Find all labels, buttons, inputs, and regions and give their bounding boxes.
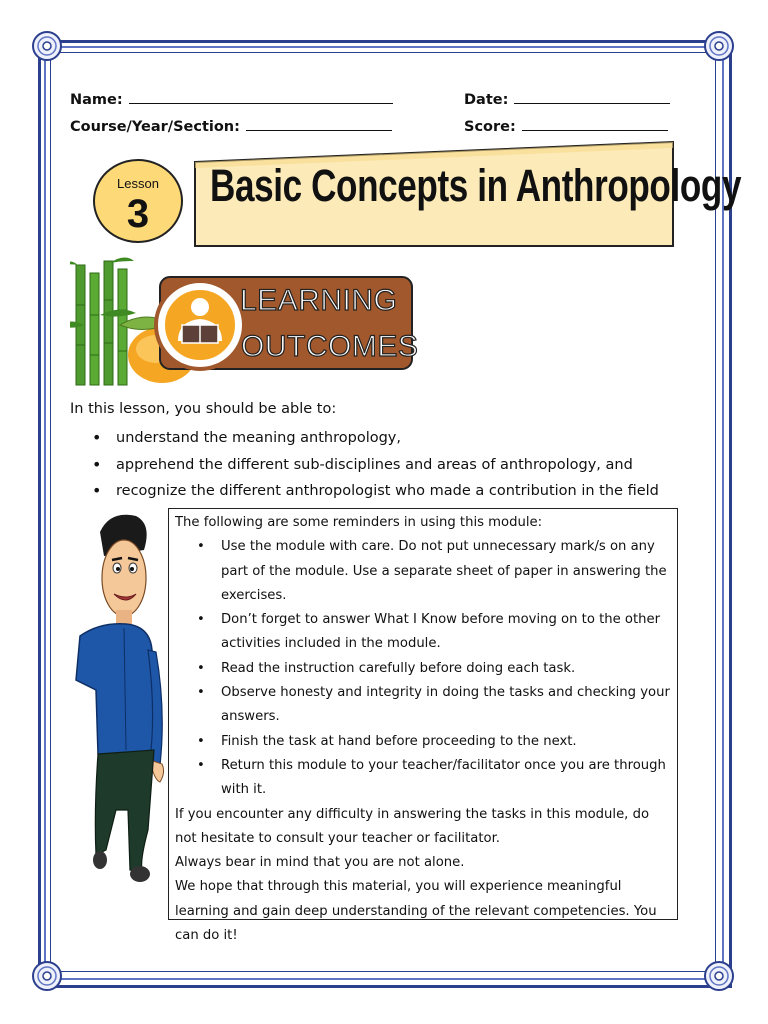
corner-ornament-icon <box>31 960 63 992</box>
lesson-label: Lesson <box>117 176 159 191</box>
outcomes-word: OUTCOMES <box>241 330 419 363</box>
list-item: • recognize the different anthropologist who made a contribution in the field <box>70 471 690 498</box>
reminders-box <box>168 508 678 944</box>
list-item: • Don’t forget to answer What I Know before moving on to the other activities included in the module. <box>175 608 671 657</box>
lesson-title: Basic Concepts in Anthropology <box>210 160 742 211</box>
name-field[interactable] <box>70 89 393 108</box>
list-item: • Use the module with care. Do not put unnecessary mark/s on any part of the module. Use a separate sheet of paper in answering the exercises. <box>175 535 671 608</box>
reminders-heading: The following are some reminders in using this module: <box>175 515 543 530</box>
reminders-closing: Always bear in mind that you are not alone. <box>175 855 465 871</box>
list-item: • Return this module to your teacher/facilitator once you are through with it. <box>175 754 671 803</box>
name-blank[interactable] <box>129 89 393 104</box>
learning-word: LEARNING <box>240 284 398 317</box>
list-item: • Finish the task at hand before proceeding to the next. <box>175 730 671 754</box>
course-field[interactable] <box>70 116 392 135</box>
list-item: • apprehend the different sub-disciplines and areas of anthropology, and <box>70 445 690 472</box>
course-blank[interactable] <box>246 116 392 131</box>
lesson-number: 3 <box>126 192 150 236</box>
list-item: • understand the meaning anthropology, <box>70 418 690 445</box>
date-field[interactable] <box>464 89 670 108</box>
score-blank[interactable] <box>522 116 668 131</box>
learning-outcomes-graphic <box>70 255 415 395</box>
list-item: • Observe honesty and integrity in doing the tasks and checking your answers. <box>175 681 671 730</box>
corner-ornament-icon <box>703 960 735 992</box>
list-item: • Read the instruction carefully before doing each task. <box>175 657 671 681</box>
outcomes-list <box>70 418 690 498</box>
outcomes-intro: In this lesson, you should be able to: <box>70 401 337 417</box>
corner-ornament-icon <box>703 30 735 62</box>
score-label: Score: <box>464 119 516 135</box>
reminders-closing: We hope that through this material, you will experience meaningful learning and gain deep understanding of the relevant competencies. You can do it! <box>175 879 657 944</box>
cartoon-teacher-illustration <box>70 510 165 890</box>
name-label: Name: <box>70 92 123 108</box>
corner-ornament-icon <box>31 30 63 62</box>
reminders-closing: If you encounter any difficulty in answering the tasks in this module, do not hesitate to consult your teacher or facilitator. <box>175 806 650 846</box>
date-blank[interactable] <box>514 89 670 104</box>
reminders-list <box>175 535 671 802</box>
score-field[interactable] <box>464 116 668 135</box>
course-label: Course/Year/Section: <box>70 119 240 135</box>
date-label: Date: <box>464 92 509 108</box>
